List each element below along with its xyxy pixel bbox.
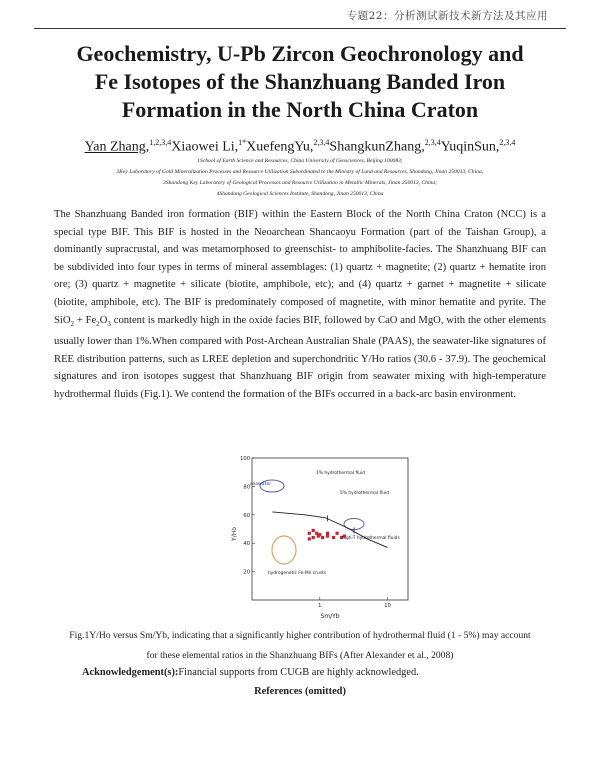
author-name: Xiaowei Li, (171, 139, 239, 155)
x-axis-ticks (318, 597, 391, 609)
caption-line: Fig.1Y/Ho versus Sm/Yb, indicating that a significantly higher contribution of hydrothermal fluid (1 - 5%) may account (69, 630, 531, 641)
subscript: 2 (96, 319, 100, 328)
abstract-text: content is markedly high in the oxide facies BIF, followed by CaO and MgO, with the other elements usually lower than 1%.When compared with Post-Archean Australian Shale (PAAS), the seawater-like signatures of REE distribution patterns, such as LREE depletion and superchondritic Y/Ho ratios (30.6 - 37.9). The geochemical signatures and iron isotopes suggest that Shanzhuang BIF origin from seawater mixing with high-temperature hydrothermal fluids (Fig.1). We contend the formation of the BIFs occurred in a back-arc basin environment. (54, 314, 546, 401)
high-t-label-text: high-T hydrothermal fluids (342, 536, 400, 541)
hydro1-label (316, 470, 365, 476)
data-point (332, 536, 335, 539)
ack-label: Acknowledgement(s): (82, 667, 179, 678)
author-affil-mark: 1* (238, 138, 247, 147)
data-point (312, 529, 315, 532)
fe-mn-crusts-ellipse (272, 536, 296, 564)
title-line-3: Formation in the North China Craton (121, 97, 479, 122)
data-point (326, 535, 329, 538)
author-affil-mark: 2,3,4 (424, 138, 441, 147)
hydro5-label (340, 490, 389, 496)
figure-caption (54, 626, 546, 666)
abstract-text: O (99, 314, 108, 326)
affiliations (50, 156, 550, 200)
references-heading: References (omitted) (254, 686, 346, 697)
sample-points (308, 529, 346, 541)
x-tick-label: 10 (384, 603, 391, 609)
data-point (321, 536, 324, 539)
affiliation-line: 1School of Earth Science and Resources, China University of Geosciences, Beijing 100083; (197, 158, 403, 164)
affiliation-line: 4Shandong Geological Sciences Institute, Shandong, Jinan 250013, China (216, 191, 384, 197)
data-point (326, 532, 329, 535)
affiliation-line: 3Shandong Key Laboratory of Geological Processes and Resource Utilization in Metallic Minerals, Jinan 250013, China; (163, 180, 437, 186)
data-point (312, 536, 315, 539)
figure-1 (222, 452, 418, 622)
author-list (40, 134, 560, 157)
y-axis-label: Y/Ho (231, 527, 238, 541)
y-tick-label: 80 (243, 484, 250, 491)
y-tick-label: 40 (243, 541, 250, 548)
y-axis-ticks (240, 456, 255, 576)
ack-text: Financial supports from CUGB are highly acknowledged. (178, 667, 419, 678)
author-name: YuqinSun, (440, 139, 500, 155)
yho-smyb-chart (222, 452, 418, 622)
title-line-1: Geochemistry, U-Pb Zircon Geochronology and (76, 41, 524, 66)
data-point (308, 537, 311, 540)
x-tick-label: 1 (318, 603, 322, 609)
x-axis-label: Sm/Yb (320, 613, 340, 620)
y-tick-label: 20 (243, 569, 250, 576)
affiliation-line: 2Key Laboratory of Gold Mineralization Processes and Resource Utilization Subordinated to the Ministry of Land and Resources, Shandong, Jinan 250013, China; (116, 169, 484, 175)
crusts-label (268, 570, 327, 576)
header-rule (34, 28, 566, 29)
author-name: ShangkunZhang, (329, 139, 425, 155)
author-affil-mark: 1,2,3,4 (149, 138, 172, 147)
mixing-curve (272, 512, 387, 548)
paper-title (40, 40, 560, 124)
subscript: 2 (70, 319, 74, 328)
author-affil-mark: 2,3,4 (313, 138, 330, 147)
abstract-text: + Fe (74, 314, 97, 326)
data-point (315, 532, 318, 535)
title-line-2: Fe Isotopes of the Shanzhuang Banded Iron (94, 69, 506, 94)
abstract-text: The Shanzhuang Banded iron formation (BIF) within the Eastern Block of the North China Craton (NCC) is a special type BIF. This BIF is hosted in the Neoarchean Shancaoyu Formation (part of the Taishan Group), a dominantly supracrustal, and was metamorphosed to greenschist- to amphibolite-facies. The Shanzhuang BIF can be subdivided into four types in terms of mineral assemblages: (1) quartz + magnetite; (2) quartz + hematite iron ore; (3) quartz + magnetite + silicate (biotite, amphibole, etc); and (4) quartz + garnet + magnetite + silicate (biotite, amphibole, etc). The BIF is predominately composed of magnetite, with minor hematite and pyrite. The SiO (54, 209, 546, 326)
crusts-label-text: hydrogenetic Fe-Mn crusts (268, 571, 327, 576)
high-t-label (342, 535, 400, 541)
data-point (336, 532, 339, 535)
plot-frame (252, 458, 408, 600)
caption-line: for these elemental ratios in the Shanzhuang BIFs (After Alexander et al., 2008) (146, 650, 454, 661)
author-name: XuefengYu, (246, 139, 314, 155)
acknowledgement (82, 666, 546, 680)
abstract-body (54, 206, 546, 404)
session-header: 专题22：分析测试新技术新方法及其应用 (346, 10, 548, 22)
author-affil-mark: 2,3,4 (499, 138, 516, 147)
hydro5-label-text: 5% hydrothermal fluid (340, 491, 389, 496)
author-name: Yan Zhang, (84, 139, 150, 155)
subscript: 3 (107, 319, 111, 328)
data-point (317, 535, 320, 538)
seawater-label: seawater (250, 482, 272, 487)
y-tick-label: 60 (243, 512, 250, 519)
hydro1-label-text: 1% hydrothermal fluid (316, 471, 365, 476)
data-point (308, 532, 311, 535)
y-tick-label: 100 (240, 456, 250, 462)
